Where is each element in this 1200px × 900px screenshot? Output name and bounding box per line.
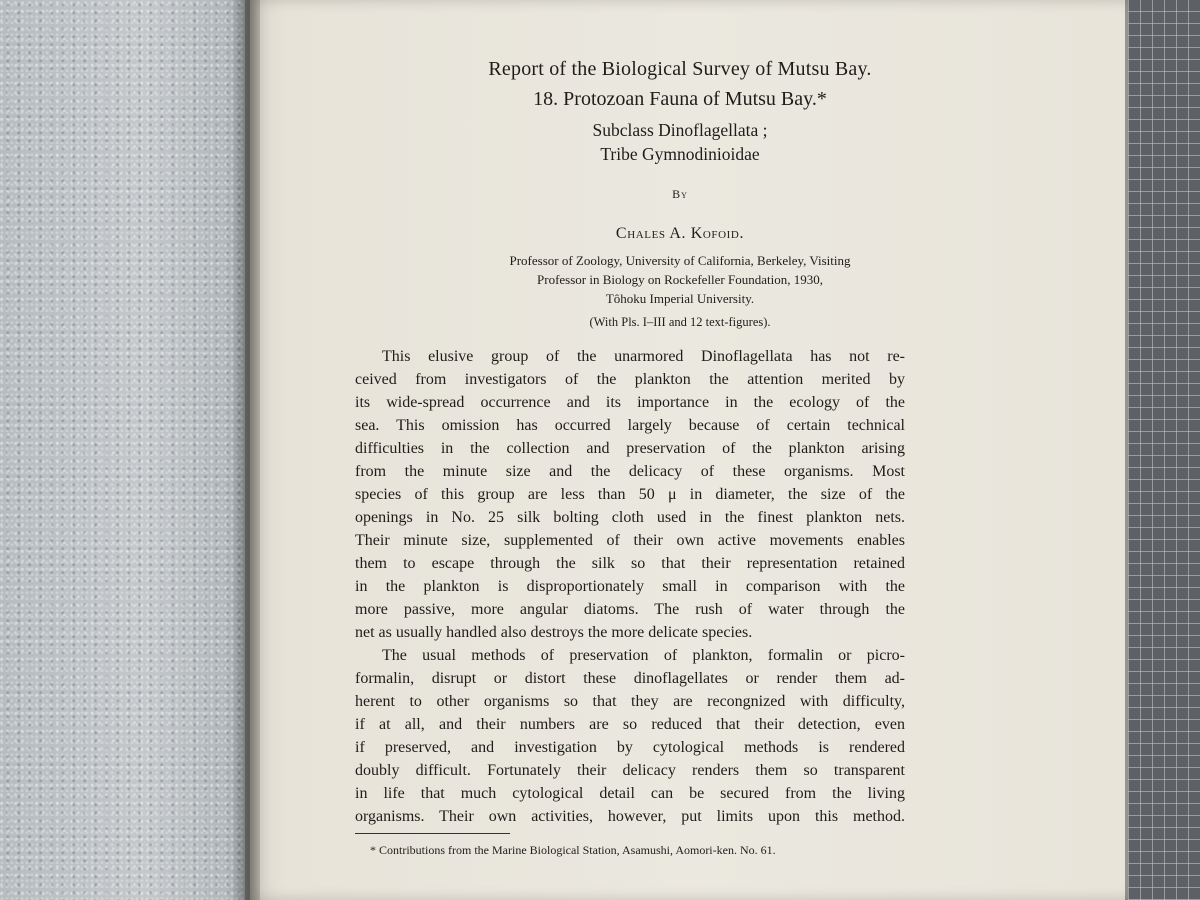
- body-line: formalin, disrupt or distort these dinoflagellates or render them ad-: [355, 670, 905, 687]
- body-line: openings in No. 25 silk bolting cloth used in the finest plankton nets.: [355, 509, 905, 526]
- report-title: Report of the Biological Survey of Mutsu Bay.: [488, 58, 872, 80]
- body-line: species of this group are less than 50 μ in diameter, the size of the: [355, 486, 905, 503]
- body-line: sea. This omission has occurred largely because of certain technical: [355, 417, 905, 434]
- subtitle-subclass: Subclass Dinoflagellata ;: [592, 120, 768, 140]
- affiliation-line: Professor in Biology on Rockefeller Foundation, 1930,: [537, 272, 823, 287]
- body-line: Their minute size, supplemented of their own active movements enables: [355, 532, 905, 549]
- body-line: its wide-spread occurrence and its importance in the ecology of the: [355, 394, 905, 411]
- subtitle-tribe: Tribe Gymnodinioidae: [600, 144, 760, 164]
- spine-shadow: [230, 0, 260, 900]
- article-title: 18. Protozoan Fauna of Mutsu Bay.*: [533, 88, 827, 110]
- plates-note: (With Pls. I–III and 12 text-figures).: [589, 315, 771, 329]
- body-line: if at all, and their numbers are so reduced that their detection, even: [355, 716, 905, 733]
- body-line: This elusive group of the unarmored Dinoflagellata has not re-: [382, 348, 905, 365]
- body-line: ceived from investigators of the plankton the attention merited by: [355, 371, 905, 388]
- body-line: difficulties in the collection and preservation of the plankton arising: [355, 440, 905, 457]
- body-line: The usual methods of preservation of plankton, formalin or picro-: [382, 647, 905, 664]
- byline-label: By: [672, 187, 688, 201]
- footnote-rule: [355, 833, 510, 834]
- body-line: in the plankton is disproportionately small in comparison with the: [355, 578, 905, 595]
- body-line: net as usually handled also destroys the more delicate species.: [355, 624, 753, 641]
- body-line: them to escape through the silk so that their representation retained: [355, 555, 905, 572]
- body-line: doubly difficult. Fortunately their delicacy renders them so transparent: [355, 762, 905, 779]
- body-line: organisms. Their own activities, however, put limits upon this method.: [355, 808, 905, 825]
- author-name: Chales A. Kofoid.: [615, 225, 745, 242]
- body-line: more passive, more angular diatoms. The rush of water through the: [355, 601, 905, 618]
- affiliation-line: Professor of Zoology, University of California, Berkeley, Visiting: [509, 253, 851, 268]
- footnote: * Contributions from the Marine Biological Station, Asamushi, Aomori-ken. No. 61.: [370, 843, 776, 857]
- book-cover-board: [0, 0, 245, 900]
- body-line: herent to other organisms so that they are recongnized with difficulty,: [355, 693, 905, 710]
- affiliation-line: Tôhoku Imperial University.: [605, 291, 755, 306]
- body-line: in life that much cytological detail can be secured from the living: [355, 785, 905, 802]
- body-line: if preserved, and investigation by cytological methods is rendered: [355, 739, 905, 756]
- body-line: from the minute size and the delicacy of these organisms. Most: [355, 463, 905, 480]
- cutting-mat-grid: [1128, 0, 1200, 900]
